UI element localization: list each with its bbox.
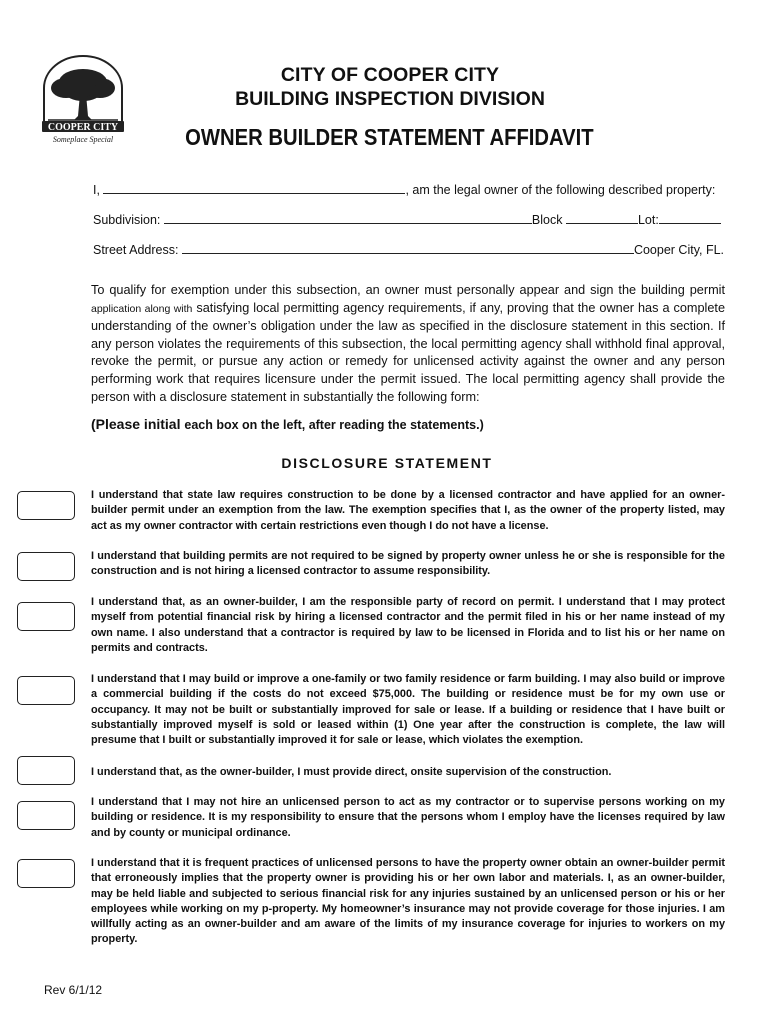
instruction-rest: each box on the left, after reading the statements.) [184, 418, 484, 432]
intro-part-1: To qualify for exemption under this subsection, an owner must personally appear and sign the building permit [91, 283, 725, 297]
address-line [93, 241, 724, 257]
initial-box-3[interactable] [17, 602, 75, 631]
initial-box-2[interactable] [17, 552, 75, 581]
subdivision-field[interactable] [164, 211, 532, 224]
subdivision-label: Subdivision: [93, 213, 161, 227]
initial-box-6[interactable] [17, 801, 75, 830]
disclosure-statement-1: I understand that state law requires construction to be done by a licensed contractor and have applied for an owner-builder permit under an exemption from the law. The exemption specifies that I, as the owner of the property listed, may act as my owner contractor with certain restrictions even though I do not have a license. [91, 489, 725, 532]
city-name: CITY OF COOPER CITY [280, 64, 500, 86]
owner-suffix: , am the legal owner of the following described property: [405, 183, 716, 197]
owner-name-field[interactable] [103, 181, 405, 194]
initial-box-1[interactable] [17, 491, 75, 520]
initial-box-7[interactable] [17, 859, 75, 888]
revision-label: Rev 6/1/12 [44, 983, 103, 997]
disclosure-statement-7: I understand that it is frequent practices of unlicensed persons to have the property owner obtain an owner-builder permit that erroneously implies that the property owner is providing his or her own labor and materials. I, as an owner-builder, may be held liable and subjected to serious financial risk for any injuries sustained by an unlicensed person or his or her employees while working on my p-property. My homeowner’s insurance may not provide coverage for those injuries. I am willfully acting as an owner-builder and am aware of the limits of my insurance coverage for injuries to workers on my property. [91, 857, 725, 946]
intro-part-3: satisfying local permitting agency requirements, if any, proving that the owner has a complete understanding of the owner’s obligation under the law as specified in the disclosure statement in this section. If any person violates the requirements of this subsection, the local permitting agency shall withhold final approval, revoke the permit, or pursue any action or remedy for unlicensed activity against the owner and any person performing work that requires licensure under the permit issued. The local permitting agency shall provide the person with a disclosure statement in substantially the following form: [91, 300, 725, 404]
disclosure-title: DISCLOSURE STATEMENT [281, 455, 493, 471]
disclosure-statement-5: I understand that, as the owner-builder, I must provide direct, onsite supervision of the construction. [91, 766, 612, 778]
subdivision-line [93, 211, 721, 227]
lot-field[interactable] [659, 211, 721, 224]
initial-box-4[interactable] [17, 676, 75, 705]
logo-tagline: Someplace Special [52, 135, 114, 144]
block-label: Block [531, 213, 563, 227]
address-label: Street Address: [93, 243, 179, 257]
disclosure-statement-2: I understand that building permits are not required to be signed by property owner unless he or she is responsible for the construction and is not hiring a licensed contractor to assume responsibility. [91, 550, 725, 578]
owner-line [93, 181, 715, 197]
block-field[interactable] [566, 211, 638, 224]
initial-instruction [91, 416, 484, 432]
intro-part-2: application along with [91, 302, 193, 315]
logo-name-text: COOPER CITY [47, 122, 119, 133]
intro-paragraph [91, 282, 725, 406]
address-suffix: Cooper City, FL. [633, 243, 725, 257]
lot-label: Lot: [637, 213, 659, 227]
disclosure-statement-3: I understand that, as an owner-builder, I am the responsible party of record on permit. I understand that I may protect myself from potential financial risk by hiring a licensed contractor and the permit filed in his or her name instead of my own name. I also understand that a contractor is required by law to be licensed in Florida and to list his or her name on permits and contracts. [91, 596, 725, 654]
disclosure-statement-6: I understand that I may not hire an unlicensed person to act as my contractor or to supervise persons working on my building or residence. It is my responsibility to ensure that the persons whom I employ have the licenses required by law and by county or municipal ordinance. [91, 796, 725, 839]
owner-prefix: I, [93, 183, 100, 197]
disclosure-statement-4: I understand that I may build or improve a one-family or two family residence or farm building. I may also build or improve a commercial building if the costs do not exceed $75,000. The building or residence must be for my own use or occupancy. It may not be built or substantially improved for sale or lease. If a building or residence that I have built or substantially improved myself is sold or leased within (1) One year after the construction is complete, the law will presume that I built or substantially improved it for sale or lease, which violates the exemption. [91, 673, 725, 747]
page-title: OWNER BUILDER STATEMENT AFFIDAVIT [185, 124, 594, 150]
street-address-field[interactable] [182, 241, 634, 254]
division-name: BUILDING INSPECTION DIVISION [235, 88, 545, 110]
instruction-lead: (Please initial [91, 416, 181, 432]
initial-box-5[interactable] [17, 756, 75, 785]
